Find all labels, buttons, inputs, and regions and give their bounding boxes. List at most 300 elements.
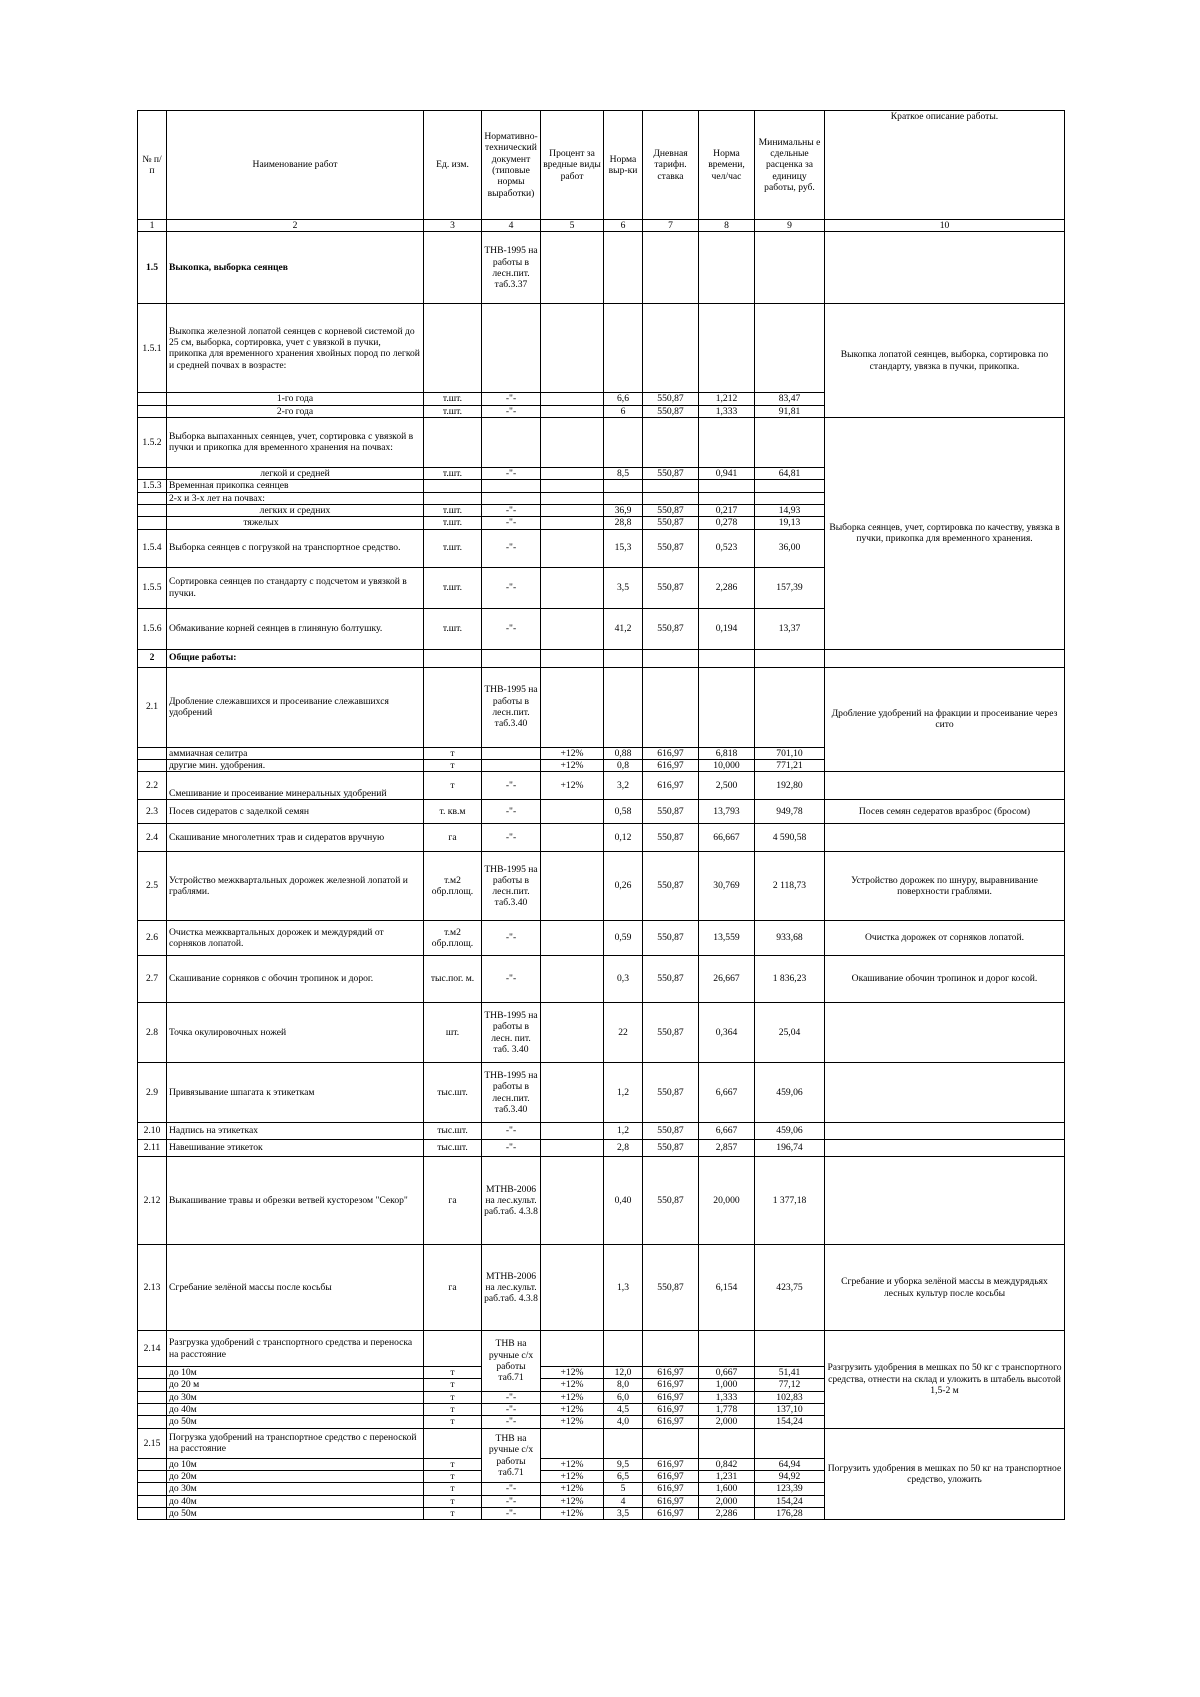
time-norm: 13,559 xyxy=(699,921,755,956)
daily-rate: 550,87 xyxy=(643,1003,699,1063)
work-name: до 50м xyxy=(167,1507,424,1519)
table-row xyxy=(138,1063,1065,1123)
harmful-percent: +12% xyxy=(541,1471,604,1483)
unit-price: 137,10 xyxy=(755,1404,825,1416)
time-norm: 1,212 xyxy=(699,393,755,405)
daily-rate: 616,97 xyxy=(643,1458,699,1470)
norm-output: 0,40 xyxy=(604,1157,643,1245)
daily-rate: 550,87 xyxy=(643,1245,699,1331)
norm-doc: МТНВ-2006 на лес.культ. раб.таб. 4.3.8 xyxy=(482,1157,541,1245)
harmful-percent: +12% xyxy=(541,1458,604,1470)
section-row xyxy=(138,232,1065,304)
unit: шт. xyxy=(424,1003,482,1063)
time-norm: 6,667 xyxy=(699,1063,755,1123)
row-number: 1.5.4 xyxy=(138,529,167,567)
norm-output: 8,0 xyxy=(604,1379,643,1391)
unit-price: 102,83 xyxy=(755,1391,825,1403)
time-norm: 1,600 xyxy=(699,1483,755,1495)
daily-rate: 616,97 xyxy=(643,772,699,800)
harmful-percent: +12% xyxy=(541,1483,604,1495)
daily-rate: 550,87 xyxy=(643,567,699,608)
unit: т xyxy=(424,759,482,771)
unit-price: 123,39 xyxy=(755,1483,825,1495)
harmful-percent: +12% xyxy=(541,1507,604,1519)
section-row xyxy=(138,649,1065,667)
row-number: 2.14 xyxy=(138,1331,167,1367)
table-row xyxy=(138,1140,1065,1157)
colnum: 4 xyxy=(482,220,541,232)
norm-output: 3,5 xyxy=(604,567,643,608)
work-name: Надпись на этикетках xyxy=(167,1123,424,1140)
norm-output: 22 xyxy=(604,1003,643,1063)
table-row xyxy=(138,417,1065,467)
work-name: до 10м xyxy=(167,1458,424,1470)
table-row xyxy=(138,1245,1065,1331)
norm-doc: -"- xyxy=(482,921,541,956)
norm-doc: -"- xyxy=(482,529,541,567)
work-name: легкой и средней xyxy=(167,467,424,479)
unit: т xyxy=(424,772,482,800)
unit-price: 771,21 xyxy=(755,759,825,771)
work-name: до 20м xyxy=(167,1471,424,1483)
daily-rate: 616,97 xyxy=(643,1507,699,1519)
row-number: 2 xyxy=(138,649,167,667)
work-name: Скашивание многолетних трав и сидератов вручную xyxy=(167,824,424,852)
unit: т xyxy=(424,1507,482,1519)
table-row xyxy=(138,1157,1065,1245)
unit: т xyxy=(424,1483,482,1495)
norm-doc: -"- xyxy=(482,393,541,405)
norm-doc: -"- xyxy=(482,608,541,649)
work-name: Выкашивание травы и обрезки ветвей кусторезом "Секор" xyxy=(167,1157,424,1245)
harmful-percent: +12% xyxy=(541,1391,604,1403)
daily-rate: 550,87 xyxy=(643,608,699,649)
unit-price: 77,12 xyxy=(755,1379,825,1391)
unit: т.шт. xyxy=(424,517,482,529)
time-norm: 1,231 xyxy=(699,1471,755,1483)
norm-doc: -"- xyxy=(482,1404,541,1416)
unit-price: 1 377,18 xyxy=(755,1157,825,1245)
table-row xyxy=(138,824,1065,852)
row-number: 2.7 xyxy=(138,956,167,1003)
work-name: Устройство межквартальных дорожек железной лопатой и граблями. xyxy=(167,852,424,921)
table-row xyxy=(138,1331,1065,1367)
unit-price: 64,81 xyxy=(755,467,825,479)
row-number: 2.13 xyxy=(138,1245,167,1331)
table-row xyxy=(138,1428,1065,1458)
work-name: до 30м xyxy=(167,1391,424,1403)
unit: т.шт. xyxy=(424,405,482,417)
daily-rate: 550,87 xyxy=(643,921,699,956)
time-norm: 2,286 xyxy=(699,1507,755,1519)
unit: т xyxy=(424,1416,482,1428)
work-name: Выборка выпаханных сеянцев, учет, сортировка с увязкой в пучки и прикопка для временного хранения на почвах: xyxy=(167,417,424,467)
norm-output: 6,0 xyxy=(604,1391,643,1403)
norm-doc: -"- xyxy=(482,1391,541,1403)
unit: тыс.шт. xyxy=(424,1140,482,1157)
work-name: Обмакивание корней сеянцев в глиняную болтушку. xyxy=(167,608,424,649)
norm-output: 8,5 xyxy=(604,467,643,479)
row-number: 1.5 xyxy=(138,232,167,304)
harmful-percent: +12% xyxy=(541,1495,604,1507)
unit: т xyxy=(424,1458,482,1470)
time-norm: 1,333 xyxy=(699,405,755,417)
table-row xyxy=(138,772,1065,800)
row-number: 2.9 xyxy=(138,1063,167,1123)
work-name: Очистка межквартальных дорожек и междурядий от сорняков лопатой. xyxy=(167,921,424,956)
colnum: 2 xyxy=(167,220,424,232)
norm-output: 1,2 xyxy=(604,1063,643,1123)
unit-price: 933,68 xyxy=(755,921,825,956)
norm-doc: -"- xyxy=(482,1483,541,1495)
row-number: 1.5.2 xyxy=(138,417,167,467)
header-row xyxy=(138,111,1065,220)
unit-price: 196,74 xyxy=(755,1140,825,1157)
daily-rate: 550,87 xyxy=(643,504,699,516)
header-unit: Ед. изм. xyxy=(424,111,482,220)
daily-rate: 616,97 xyxy=(643,1379,699,1391)
daily-rate: 550,87 xyxy=(643,852,699,921)
header-time: Норма времени, чел/час xyxy=(699,111,755,220)
row-number: 2.6 xyxy=(138,921,167,956)
unit-price: 154,24 xyxy=(755,1495,825,1507)
norm-output: 5 xyxy=(604,1483,643,1495)
norm-doc: -"- xyxy=(482,405,541,417)
colnum: 5 xyxy=(541,220,604,232)
time-norm: 2,000 xyxy=(699,1416,755,1428)
row-number: 2.15 xyxy=(138,1428,167,1458)
time-norm: 6,667 xyxy=(699,1123,755,1140)
time-norm: 6,154 xyxy=(699,1245,755,1331)
daily-rate: 616,97 xyxy=(643,1391,699,1403)
table-row xyxy=(138,852,1065,921)
time-norm: 6,818 xyxy=(699,747,755,759)
work-name: до 20 м xyxy=(167,1379,424,1391)
row-number: 2.11 xyxy=(138,1140,167,1157)
unit-price: 192,80 xyxy=(755,772,825,800)
unit: т.м2 обр.площ. xyxy=(424,921,482,956)
norm-output: 3,5 xyxy=(604,1507,643,1519)
norm-output: 2,8 xyxy=(604,1140,643,1157)
unit-price: 423,75 xyxy=(755,1245,825,1331)
norm-output: 36,9 xyxy=(604,504,643,516)
work-name: до 30м xyxy=(167,1483,424,1495)
unit-price: 701,10 xyxy=(755,747,825,759)
harmful-percent: +12% xyxy=(541,759,604,771)
unit: га xyxy=(424,1157,482,1245)
table-row xyxy=(138,304,1065,393)
daily-rate: 550,87 xyxy=(643,824,699,852)
time-norm: 0,667 xyxy=(699,1367,755,1379)
unit: т xyxy=(424,1404,482,1416)
work-name: Навешивание этикеток xyxy=(167,1140,424,1157)
norm-doc: -"- xyxy=(482,467,541,479)
unit: т xyxy=(424,1367,482,1379)
norm-doc: ТНВ-1995 на работы в лесн. пит. таб. 3.40 xyxy=(482,1003,541,1063)
row-number: 2.8 xyxy=(138,1003,167,1063)
unit: тыс.пог. м. xyxy=(424,956,482,1003)
work-description: Окашивание обочин тропинок и дорог косой. xyxy=(825,956,1065,1003)
time-norm: 1,333 xyxy=(699,1391,755,1403)
norm-output: 0,12 xyxy=(604,824,643,852)
colnum: 6 xyxy=(604,220,643,232)
daily-rate: 550,87 xyxy=(643,467,699,479)
norm-output: 28,8 xyxy=(604,517,643,529)
time-norm: 10,000 xyxy=(699,759,755,771)
work-description: Посев семян седератов вразброс (бросом) xyxy=(825,800,1065,824)
work-name: легких и средних xyxy=(167,504,424,516)
header-norm: Норма выр-ки xyxy=(604,111,643,220)
time-norm: 2,500 xyxy=(699,772,755,800)
norm-output: 3,2 xyxy=(604,772,643,800)
section-title: Общие работы: xyxy=(167,649,424,667)
daily-rate: 550,87 xyxy=(643,517,699,529)
time-norm: 0,941 xyxy=(699,467,755,479)
work-name: аммиачная селитра xyxy=(167,747,424,759)
work-name: Выкопка железной лопатой сеянцев с корневой системой до 25 см, выборка, сортировка, учет с увязкой в пучки, прикопка для временного хранения хвойных пород по легкой и средней почвах в возрасте: xyxy=(167,304,424,393)
table-row xyxy=(138,1123,1065,1140)
unit: тыс.шт. xyxy=(424,1123,482,1140)
norm-doc: ТНВ-1995 на работы в лесн.пит. таб.3.40 xyxy=(482,667,541,747)
time-norm: 26,667 xyxy=(699,956,755,1003)
unit-price: 459,06 xyxy=(755,1063,825,1123)
unit-price: 91,81 xyxy=(755,405,825,417)
time-norm: 1,000 xyxy=(699,1379,755,1391)
norm-output: 6,5 xyxy=(604,1471,643,1483)
time-norm: 2,000 xyxy=(699,1495,755,1507)
table-row xyxy=(138,1003,1065,1063)
unit-price: 459,06 xyxy=(755,1123,825,1140)
work-name: Посев сидератов с заделкой семян xyxy=(167,800,424,824)
header-desc: Краткое описание работы. xyxy=(825,111,1065,220)
unit: тыс.шт. xyxy=(424,1063,482,1123)
colnum: 8 xyxy=(699,220,755,232)
norm-output: 12,0 xyxy=(604,1367,643,1379)
norm-output: 0,88 xyxy=(604,747,643,759)
daily-rate: 616,97 xyxy=(643,747,699,759)
unit-price: 154,24 xyxy=(755,1416,825,1428)
row-number: 2.12 xyxy=(138,1157,167,1245)
norm-doc: ТНВ-1995 на работы в лесн.пит. таб.3.37 xyxy=(482,232,541,304)
harmful-percent: +12% xyxy=(541,747,604,759)
work-name: Привязывание шпагата к этикеткам xyxy=(167,1063,424,1123)
norm-doc: -"- xyxy=(482,800,541,824)
time-norm: 1,778 xyxy=(699,1404,755,1416)
work-name: Временная прикопка сеянцев xyxy=(167,480,424,492)
daily-rate: 616,97 xyxy=(643,1495,699,1507)
norm-doc: -"- xyxy=(482,772,541,800)
daily-rate: 550,87 xyxy=(643,405,699,417)
row-number: 2.5 xyxy=(138,852,167,921)
norm-doc: ТНВ-1995 на работы в лесн.пит. таб.3.40 xyxy=(482,852,541,921)
norm-output: 6,6 xyxy=(604,393,643,405)
norm-output: 6 xyxy=(604,405,643,417)
norm-output: 0,8 xyxy=(604,759,643,771)
unit: т xyxy=(424,1379,482,1391)
time-norm: 13,793 xyxy=(699,800,755,824)
time-norm: 20,000 xyxy=(699,1157,755,1245)
daily-rate: 616,97 xyxy=(643,1404,699,1416)
unit-price: 157,39 xyxy=(755,567,825,608)
time-norm: 0,194 xyxy=(699,608,755,649)
unit: т.шт. xyxy=(424,529,482,567)
work-description: Выборка сеянцев, учет, сортировка по качеству, увязка в пучки, прикопка для временного хранения. xyxy=(825,417,1065,649)
colnum: 7 xyxy=(643,220,699,232)
unit: т. кв.м xyxy=(424,800,482,824)
norm-output: 1,3 xyxy=(604,1245,643,1331)
header-rate: Дневная тарифн. ставка xyxy=(643,111,699,220)
colnum: 9 xyxy=(755,220,825,232)
norm-output: 4 xyxy=(604,1495,643,1507)
unit: т xyxy=(424,1471,482,1483)
unit-price: 949,78 xyxy=(755,800,825,824)
row-number: 1.5.3 xyxy=(138,480,167,492)
work-name: до 40м xyxy=(167,1495,424,1507)
unit: т.шт. xyxy=(424,393,482,405)
norm-output: 4,5 xyxy=(604,1404,643,1416)
unit: га xyxy=(424,824,482,852)
norm-doc: МТНВ-2006 на лес.культ. раб.таб. 4.3.8 xyxy=(482,1245,541,1331)
time-norm: 2,857 xyxy=(699,1140,755,1157)
time-norm: 0,217 xyxy=(699,504,755,516)
norm-output: 0,58 xyxy=(604,800,643,824)
unit: т.шт. xyxy=(424,467,482,479)
row-number: 2.2 xyxy=(138,772,167,800)
norm-doc: -"- xyxy=(482,1495,541,1507)
time-norm: 0,278 xyxy=(699,517,755,529)
daily-rate: 616,97 xyxy=(643,1483,699,1495)
time-norm: 2,286 xyxy=(699,567,755,608)
time-norm: 30,769 xyxy=(699,852,755,921)
norm-doc: -"- xyxy=(482,1507,541,1519)
unit-price: 14,93 xyxy=(755,504,825,516)
unit-price: 25,04 xyxy=(755,1003,825,1063)
work-name: Дробление слежавшихся и просеивание слежавшихся удобрений xyxy=(167,667,424,747)
harmful-percent: +12% xyxy=(541,1379,604,1391)
work-name: Сгребание зелёной массы после косьбы xyxy=(167,1245,424,1331)
work-name: Погрузка удобрений на транспортное средство с переноской на расстояние xyxy=(167,1428,424,1458)
header-price: Минимальны е сдельные расценка за единицу работы, руб. xyxy=(755,111,825,220)
daily-rate: 550,87 xyxy=(643,800,699,824)
work-description: Разгрузить удобрения в мешках по 50 кг с транспортного средства, отнести на склад и уложить в штабель высотой 1,5-2 м xyxy=(825,1331,1065,1429)
work-description: Устройство дорожек по шнуру, выравнивание поверхности граблями. xyxy=(825,852,1065,921)
daily-rate: 550,87 xyxy=(643,393,699,405)
table-row xyxy=(138,956,1065,1003)
norm-output: 0,59 xyxy=(604,921,643,956)
norm-output: 9,5 xyxy=(604,1458,643,1470)
row-number: 2.1 xyxy=(138,667,167,747)
work-description: Сгребание и уборка зелёной массы в междурядьях лесных культур после косьбы xyxy=(825,1245,1065,1331)
time-norm: 0,364 xyxy=(699,1003,755,1063)
unit-price: 13,37 xyxy=(755,608,825,649)
header-pct: Процент за вредные виды работ xyxy=(541,111,604,220)
work-name: до 40м xyxy=(167,1404,424,1416)
colnum: 1 xyxy=(138,220,167,232)
row-number: 2.4 xyxy=(138,824,167,852)
row-number: 1.5.6 xyxy=(138,608,167,649)
work-name: 1-го года xyxy=(167,393,424,405)
daily-rate: 616,97 xyxy=(643,759,699,771)
row-number: 2.3 xyxy=(138,800,167,824)
norm-output: 4,0 xyxy=(604,1416,643,1428)
norm-output: 15,3 xyxy=(604,529,643,567)
work-name: другие мин. удобрения. xyxy=(167,759,424,771)
unit: т.м2 обр.площ. xyxy=(424,852,482,921)
unit-price: 64,94 xyxy=(755,1458,825,1470)
norm-output: 0,3 xyxy=(604,956,643,1003)
norm-doc: -"- xyxy=(482,517,541,529)
daily-rate: 550,87 xyxy=(643,529,699,567)
column-number-row xyxy=(138,220,1065,232)
unit: т.шт. xyxy=(424,504,482,516)
norm-output: 1,2 xyxy=(604,1123,643,1140)
daily-rate: 550,87 xyxy=(643,1157,699,1245)
row-number: 1.5.5 xyxy=(138,567,167,608)
work-description: Выкопка лопатой сеянцев, выборка, сортировка по стандарту, увязка в пучки, прикопка. xyxy=(825,304,1065,418)
row-number: 1.5.1 xyxy=(138,304,167,393)
unit: га xyxy=(424,1245,482,1331)
harmful-percent: +12% xyxy=(541,772,604,800)
norm-doc: ТНВ-1995 на работы в лесн.пит. таб.3.40 xyxy=(482,1063,541,1123)
work-name: Разгрузка удобрений с транспортного средства и переноска на расстояние xyxy=(167,1331,424,1367)
table-row xyxy=(138,921,1065,956)
work-description: Погрузить удобрения в мешках по 50 кг на транспортное средство, уложить xyxy=(825,1428,1065,1520)
norm-doc: -"- xyxy=(482,1123,541,1140)
row-number: 2.10 xyxy=(138,1123,167,1140)
daily-rate: 550,87 xyxy=(643,956,699,1003)
unit-price: 19,13 xyxy=(755,517,825,529)
norm-doc: -"- xyxy=(482,1140,541,1157)
norm-doc: ТНВ на ручные с/х работы таб.71 xyxy=(482,1331,541,1392)
daily-rate: 550,87 xyxy=(643,1123,699,1140)
unit-price: 83,47 xyxy=(755,393,825,405)
time-norm: 0,523 xyxy=(699,529,755,567)
daily-rate: 616,97 xyxy=(643,1367,699,1379)
table-row xyxy=(138,800,1065,824)
header-doc: Нормативно-технический документ (типовые нормы выработки) xyxy=(482,111,541,220)
section-title: Выкопка, выборка сеянцев xyxy=(167,232,424,304)
unit: т xyxy=(424,747,482,759)
unit-price: 4 590,58 xyxy=(755,824,825,852)
unit: т xyxy=(424,1391,482,1403)
norm-doc: -"- xyxy=(482,567,541,608)
unit: т xyxy=(424,1495,482,1507)
colnum: 3 xyxy=(424,220,482,232)
work-name: до 10м xyxy=(167,1367,424,1379)
norm-output: 41,2 xyxy=(604,608,643,649)
norm-output: 0,26 xyxy=(604,852,643,921)
norm-doc: ТНВ на ручные с/х работы таб.71 xyxy=(482,1428,541,1483)
daily-rate: 550,87 xyxy=(643,1140,699,1157)
harmful-percent: +12% xyxy=(541,1416,604,1428)
colnum: 10 xyxy=(825,220,1065,232)
unit-price: 51,41 xyxy=(755,1367,825,1379)
work-name: 2-х и 3-х лет на почвах: xyxy=(167,492,424,504)
work-name: Смешивание и просеивание минеральных удобрений xyxy=(167,772,424,800)
header-name: Наименование работ xyxy=(167,111,424,220)
harmful-percent: +12% xyxy=(541,1404,604,1416)
work-name: до 50м xyxy=(167,1416,424,1428)
unit: т.шт. xyxy=(424,567,482,608)
work-name: Сортировка сеянцев по стандарту с подсчетом и увязкой в пучки. xyxy=(167,567,424,608)
unit-price: 36,00 xyxy=(755,529,825,567)
unit-price: 2 118,73 xyxy=(755,852,825,921)
harmful-percent: +12% xyxy=(541,1367,604,1379)
unit-price: 176,28 xyxy=(755,1507,825,1519)
norms-table xyxy=(137,110,1065,1520)
work-name: Выборка сеянцев с погрузкой на транспортное средство. xyxy=(167,529,424,567)
work-name: 2-го года xyxy=(167,405,424,417)
